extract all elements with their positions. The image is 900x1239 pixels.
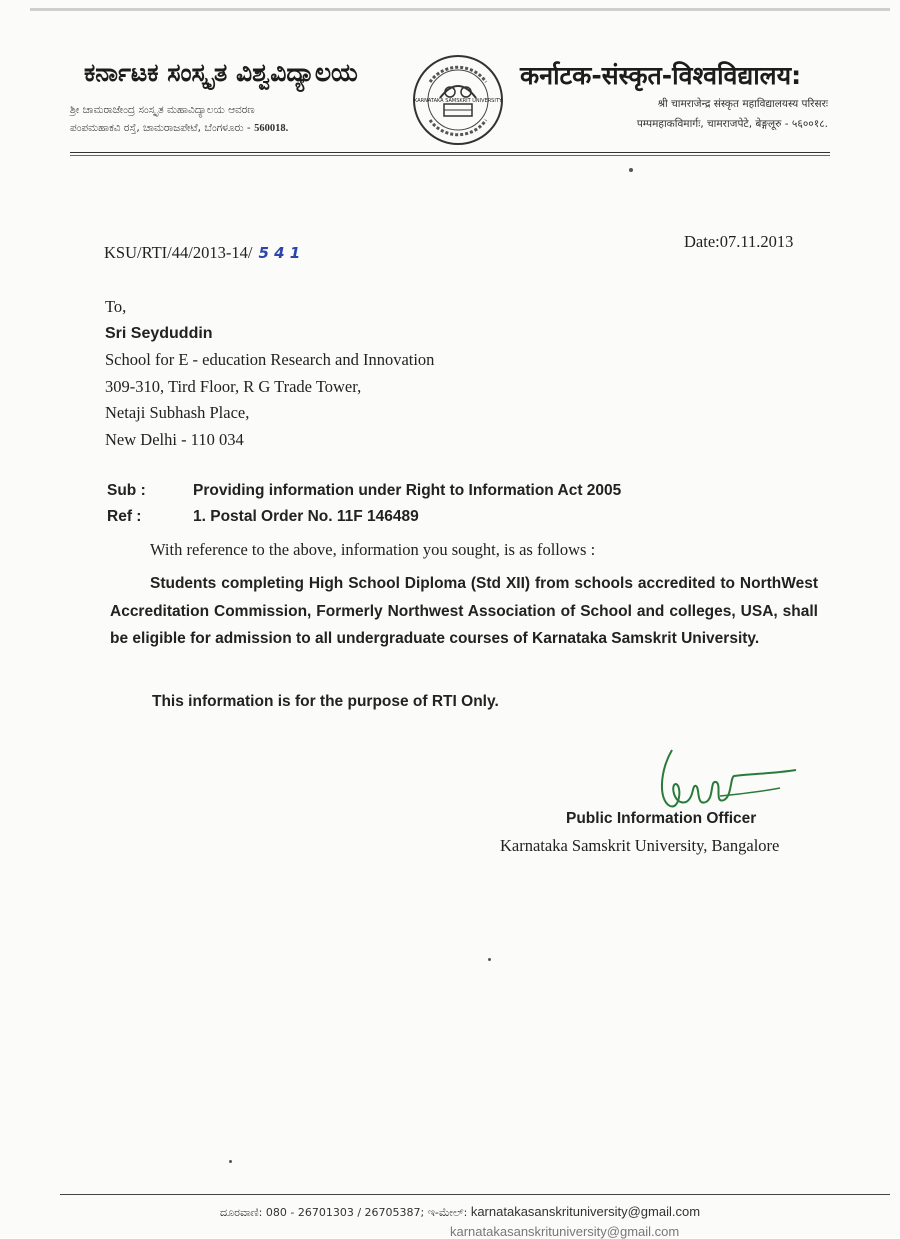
subject-text: Providing information under Right to Information Act 2005: [193, 482, 622, 499]
footer-divider: [60, 1194, 890, 1195]
signature-icon: [650, 740, 810, 820]
letter-intro: With reference to the above, information you sought, is as follows :: [150, 540, 596, 559]
address-line: Netaji Subhash Place,: [105, 403, 250, 422]
salutation-to: To,: [105, 297, 127, 316]
recipient-name: Sri Seyduddin: [105, 324, 213, 342]
page-edge-shadow: [30, 8, 890, 11]
university-seal-icon: [410, 52, 506, 148]
letterhead-hindi-address-1: श्री चामराजेन्द्र संस्कृत महाविद्यालयस्य परिसरः: [657, 98, 828, 110]
seal-caption: KARNATAKA SAMSKRIT UNIVERSITY: [414, 98, 502, 104]
reference-label: Ref :: [107, 508, 142, 525]
kannada-address-pin: 560018.: [254, 123, 289, 134]
subject-row: [107, 478, 621, 504]
letter-body: Students completing High School Diploma (Std XII) from schools accredited to NorthWest Accreditation Commission, Formerly Northwest Association of School and colleges, USA, shall be eligible for admission to all undergraduate courses of Karnataka Samskrit University.: [110, 575, 818, 647]
letter-date: Date:07.11.2013: [684, 232, 794, 251]
reference-number-text: KSU/RTI/44/2013-14/: [104, 243, 253, 262]
footer-phone-label: ದೂರವಾಣಿ:: [220, 1206, 263, 1219]
recipient-address-block: [105, 294, 434, 453]
scan-speck: [488, 958, 491, 961]
subject-label: Sub :: [107, 482, 146, 499]
scan-speck: [629, 168, 633, 172]
footer-email: karnatakasanskrituniversity@gmail.com: [470, 1204, 701, 1219]
letterhead-divider: [70, 152, 830, 153]
footer-contact: [220, 1204, 700, 1220]
address-line: 309-310, Tird Floor, R G Trade Tower,: [105, 376, 362, 396]
letterhead-kannada-address-2: [70, 122, 288, 135]
letterhead-hindi-address-2: पम्पमहाकविमार्गः, चामराजपेटे, बेङ्गलूरु - ५६००१८.: [636, 118, 828, 130]
rti-note: This information is for the purpose of RTI Only.: [152, 693, 499, 710]
reference-number: [104, 243, 300, 263]
letterhead-hindi-title: कर्नाटक-संस्कृत-विश्वविद्यालय:: [520, 61, 802, 90]
officer-title: Public Information Officer: [566, 810, 757, 827]
officer-organization: Karnataka Samskrit University, Bangalore: [500, 836, 780, 855]
subject-reference-block: [107, 478, 621, 530]
scan-speck: [229, 1160, 232, 1163]
footer-phones: 080 - 26701303 / 26705387;: [265, 1206, 425, 1219]
address-line: School for E - education Research and Innovation: [105, 350, 435, 369]
letterhead-kannada-title: ಕರ್ನಾಟಕ ಸಂಸ್ಕೃತ ವಿಶ್ವವಿದ್ಯಾಲಯ: [84, 58, 358, 87]
footer-email-label: ಇ-ಮೇಲ್:: [427, 1206, 468, 1219]
footer-email-secondary: karnatakasanskrituniversity@gmail.com: [450, 1224, 680, 1239]
kannada-address-text: ಪಂಪಮಹಾಕವಿ ರಸ್ತೆ, ಚಾಮರಾಜಪೇಟೆ, ಬೆಂಗಳೂರು -: [70, 122, 251, 134]
letterhead-kannada-address-1: ಶ್ರೀ ಚಾಮರಾಜೇಂದ್ರ ಸಂಸ್ಕೃತ ಮಹಾವಿದ್ಯಾಲಯ ಆವರಣ: [70, 104, 255, 116]
reference-text: 1. Postal Order No. 11F 146489: [193, 508, 419, 525]
letterhead-divider-secondary: [70, 155, 830, 156]
reference-row: [107, 504, 621, 530]
address-line: New Delhi - 110 034: [105, 429, 244, 449]
reference-handwritten-number: 5 4 1: [258, 244, 301, 262]
